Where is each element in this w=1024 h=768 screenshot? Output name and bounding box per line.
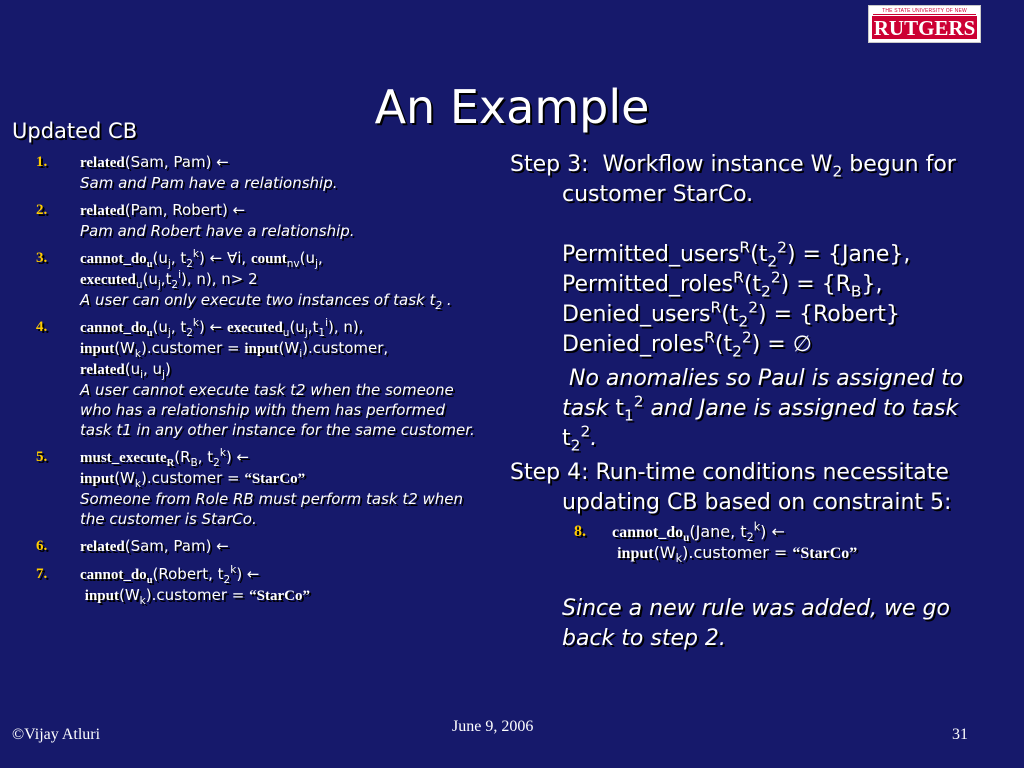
predicate-keyword: related — [80, 539, 125, 555]
conclusion-text: Since a new rule was added, we go back to step 2. — [562, 596, 950, 651]
rule-expression: $cannot\_do_u(u_j$, $t_2^k$) ← $executed_u(u_j,t_1^i)$, n), — [80, 317, 364, 339]
rule-expression: $must\_execute_R(R_B$, $t_2^k$) ← — [80, 447, 250, 469]
permitted-users: $Permitted\_users^R(t_2^2)$ = {Jane}, — [562, 238, 911, 271]
denied-roles: $Denied\_roles^R(t_2^2)$ = ∅ — [562, 328, 812, 361]
list-item: 4. $cannot\_do_u(u_j$, $t_2^k$) ← $executed_u(u_j,t_1^i)$, n), $input(W_k).customer$ = $input(W_i).customer$, $related(u_i$, $u_j$) A user cannot execute task t2 when the someone who has a relationship with them has performed task t1 in any other instance for the same customer. — [36, 317, 475, 439]
footer-date: June 9, 2006 — [452, 718, 534, 735]
item-number: 6. — [36, 538, 48, 554]
list-item: 3. $cannot\_do_u(u_j$, $t_2^k$) ← ∀i, $count_{nv}(u_j$, $executed_u(u_j,t_2^i)$, n), n> 2 A user can only execute two instances of task $t_2$ . — [36, 248, 476, 310]
slide-number: 31 — [952, 726, 968, 743]
item-note: Sam and Pam have a relationship. — [80, 174, 338, 192]
item-note: A user cannot execute task t2 when the someone who has a relationship with them has performed task t1 in any other instance for the same customer. — [80, 381, 475, 439]
left-heading: Updated CB — [12, 119, 138, 143]
predicate-args: (Sam, Pam) ← — [124, 537, 229, 555]
step-4-text: Step 4: Run-time conditions necessitate updating CB based on constraint 5: — [510, 460, 952, 515]
item-note: Pam and Robert have a relationship. — [80, 222, 355, 240]
item-number: 3. — [36, 250, 48, 266]
predicate-args: (Pam, Robert) ← — [124, 201, 246, 219]
right-column — [510, 150, 1000, 654]
item-number: 8. — [574, 523, 586, 540]
rule-8: 8. $cannot\_do_u(Jane$, $t_2^k$) ← $input(W_k).customer$ = “StarCo” — [574, 520, 858, 566]
item-number: 4. — [36, 319, 48, 335]
list-item — [36, 536, 476, 557]
denied-users: $Denied\_users^R(t_2^2)$ = {Robert} — [562, 298, 900, 331]
footer-copyright: ©Vijay Atluri — [12, 726, 101, 743]
logo-brand-text: RUTGERS — [873, 16, 976, 40]
list-item: 7. $cannot\_do_u(Robert$, $t_2^k$) ← $input(W_k).customer$ = “StarCo” — [36, 564, 476, 606]
constraint-list — [36, 152, 476, 613]
no-anomalies-text: No anomalies so Paul is assigned to task $t_1^2$ and Jane is assigned to task $t_2^2$. — [562, 366, 964, 455]
item-number: 2. — [36, 202, 48, 218]
logo-university-text: THE STATE UNIVERSITY OF NEW — [873, 8, 976, 15]
step-3-text: Step 3: Workflow instance $W_2$ begun for customer StarCo. — [510, 152, 956, 207]
slide-title: An Example — [374, 80, 650, 134]
rutgers-logo — [868, 5, 981, 43]
list-item — [36, 152, 476, 193]
item-note: A user can only execute two instances of task $t_2$ . — [80, 291, 452, 312]
item-number: 1. — [36, 154, 48, 170]
predicate-keyword: related — [80, 155, 125, 171]
item-number: 5. — [36, 449, 48, 465]
item-note: Someone from Role RB must perform task t2 when the customer is StarCo. — [80, 490, 464, 528]
predicate-keyword: related — [80, 203, 125, 219]
item-number: 7. — [36, 566, 48, 582]
permitted-roles: $Permitted\_roles^R(t_2^2) = \{R_B\}$, — [562, 268, 883, 301]
list-item — [36, 200, 476, 241]
rule-expression: $cannot\_do_u(u_j$, $t_2^k$) ← ∀i, $count_{nv}(u_j$, — [80, 248, 323, 270]
predicate-args: (Sam, Pam) ← — [124, 153, 229, 171]
rule-expression: $cannot\_do_u(Robert$, $t_2^k$) ← — [80, 564, 260, 586]
list-item: 5. $must\_execute_R(R_B$, $t_2^k$) ← $input(W_k).customer$ = “StarCo” Someone from Role RB must perform task t2 when the customer is StarCo. — [36, 447, 476, 529]
